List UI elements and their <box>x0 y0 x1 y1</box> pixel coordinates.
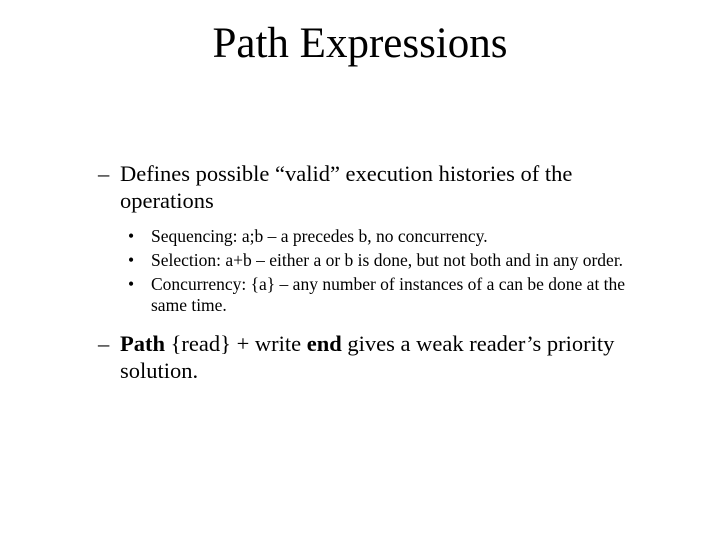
path-expression: {read} + write <box>165 331 307 356</box>
bullet-marker: • <box>128 226 135 246</box>
sub-bullet-sequencing <box>128 226 648 247</box>
dash-marker: – <box>98 161 110 186</box>
sub-bullet-text: Concurrency: {a} – any number of instances of a can be done at the same time. <box>151 274 626 315</box>
bullet-level1-path <box>98 330 658 384</box>
bullet-text <box>120 331 614 383</box>
bullet-marker: • <box>128 274 135 294</box>
dash-marker: – <box>98 331 110 356</box>
bullet-text: Defines possible “valid” execution histories of the operations <box>120 161 573 213</box>
bullet-text-tail: gives a weak reader’s priority solution. <box>120 331 615 383</box>
sub-bullet-text: Sequencing: a;b – a precedes b, no concurrency. <box>151 226 488 246</box>
keyword-end: end <box>306 331 342 356</box>
slide-title: Path Expressions <box>212 20 508 67</box>
bullet-marker: • <box>128 250 135 270</box>
slide-content <box>98 160 658 384</box>
keyword-path: Path <box>120 331 165 356</box>
sub-bullet-list <box>128 226 648 316</box>
sub-bullet-selection <box>128 250 648 271</box>
sub-bullet-concurrency <box>128 274 648 316</box>
bullet-level1-definition <box>98 160 658 214</box>
sub-bullet-text: Selection: a+b – either a or b is done, but not both and in any order. <box>151 250 624 270</box>
